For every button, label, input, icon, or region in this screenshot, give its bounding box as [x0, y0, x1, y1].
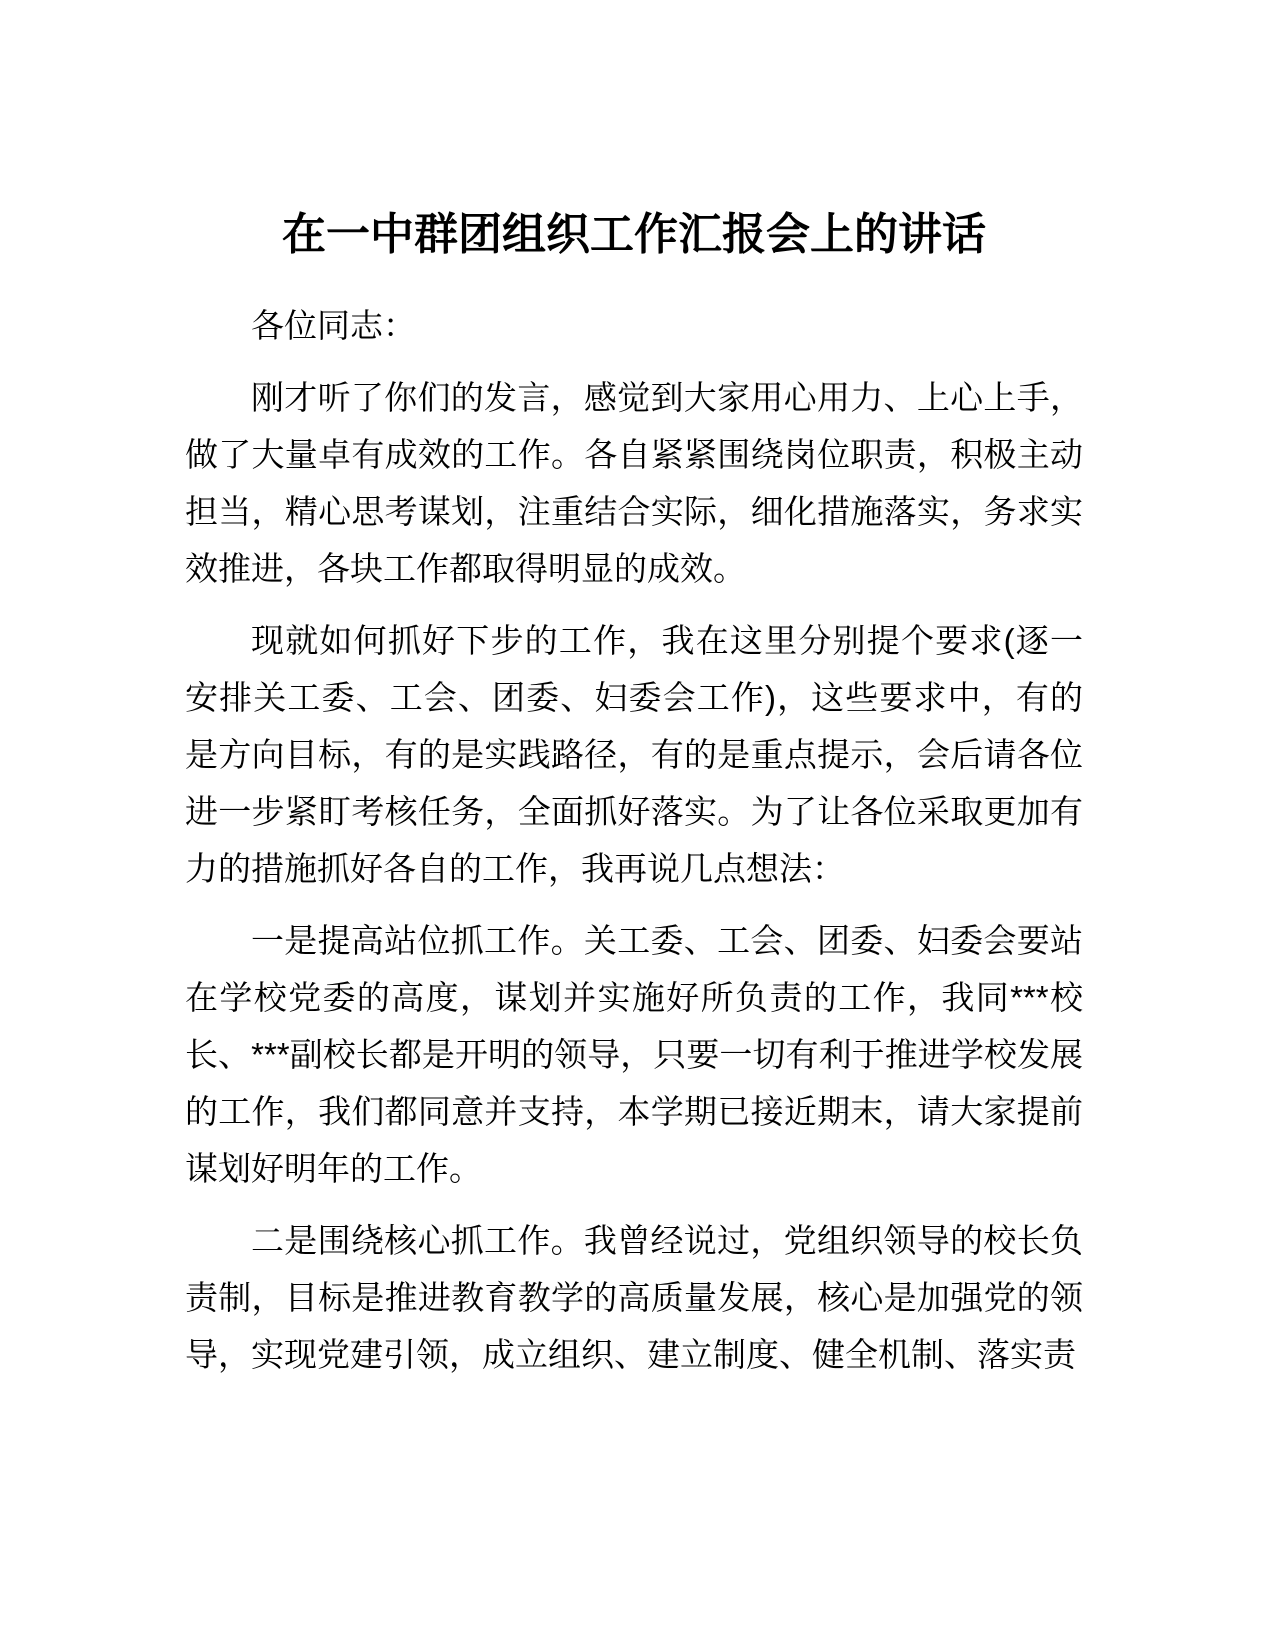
- paragraph: 二是围绕核心抓工作。我曾经说过，党组织领导的校长负责制，目标是推进教育教学的高质量发展，核心是加强党的领导，实现党建引领，成立组织、建立制度、健全机制、落实责: [185, 1222, 1083, 1373]
- paragraph: 刚才听了你们的发言，感觉到大家用心用力、上心上手，做了大量卓有成效的工作。各自紧紧围绕岗位职责，积极主动担当，精心思考谋划，注重结合实际，细化措施落实，务求实效推进，各块工作都取得明显的成效。: [185, 379, 1083, 587]
- paragraph: 现就如何抓好下步的工作，我在这里分别提个要求(逐一安排关工委、工会、团委、妇委会工作)，这些要求中，有的是方向目标，有的是实践路径，有的是重点提示，会后请各位进一步紧盯考核任务，全面抓好落实。为了让各位采取更加有力的措施抓好各自的工作，我再说几点想法：: [185, 622, 1083, 887]
- salutation: 各位同志：: [251, 307, 416, 344]
- paragraph: 一是提高站位抓工作。关工委、工会、团委、妇委会要站在学校党委的高度，谋划并实施好所负责的工作，我同***校长、***副校长都是开明的领导，只要一切有利于推进学校发展的工作，我们都同意并支持，本学期已接近期末，请大家提前谋划好明年的工作。: [185, 922, 1083, 1187]
- document-body: [185, 297, 1083, 1383]
- document-title: 在一中群团组织工作汇报会上的讲话: [282, 210, 986, 259]
